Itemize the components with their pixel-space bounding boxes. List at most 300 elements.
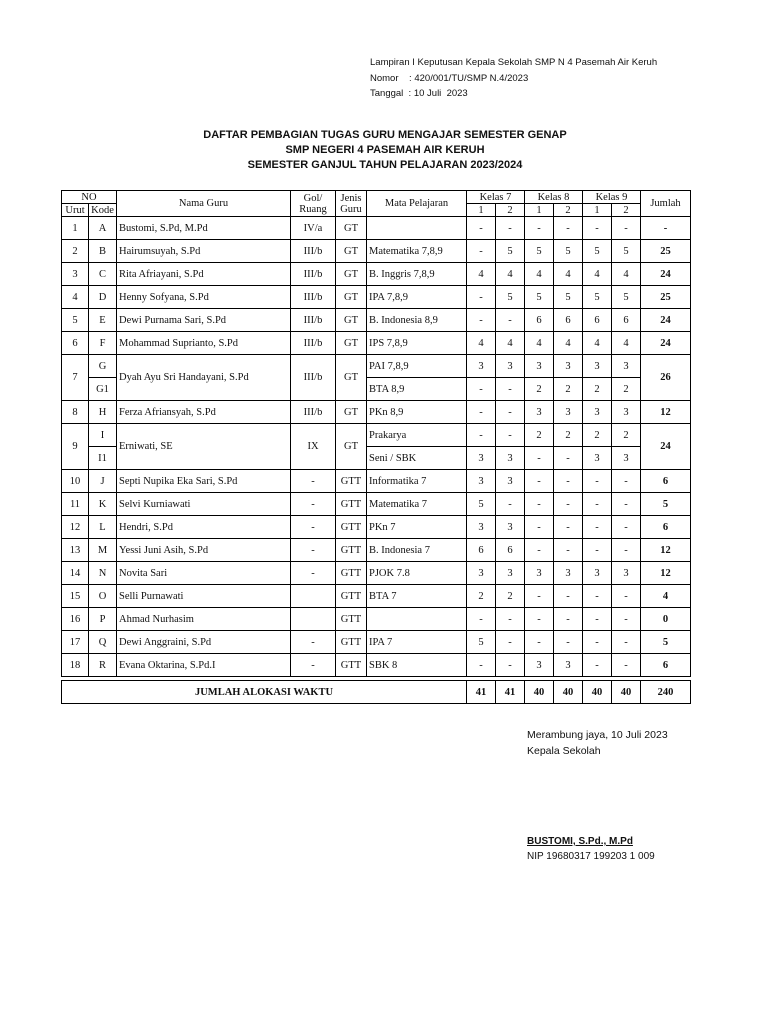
cell-urut: 7	[62, 355, 89, 401]
cell-mata-pelajaran: IPS 7,8,9	[367, 332, 467, 355]
table-row	[62, 562, 691, 585]
cell-hours: 2	[525, 424, 554, 447]
total-row	[62, 681, 691, 704]
table-row	[62, 309, 691, 332]
total-label: JUMLAH ALOKASI WAKTU	[62, 681, 467, 704]
header-class-9-2: 2	[612, 204, 641, 217]
cell-urut: 11	[62, 493, 89, 516]
cell-hours: 4	[583, 263, 612, 286]
cell-hours: 3	[467, 562, 496, 585]
cell-hours: -	[583, 654, 612, 677]
attachment-line: Lampiran I Keputusan Kepala Sekolah SMP N 4 Pasemah Air Keruh	[370, 57, 658, 68]
cell-gol-ruang	[291, 608, 336, 631]
cell-hours: 2	[467, 585, 496, 608]
total-hours: 40	[583, 681, 612, 704]
cell-mata-pelajaran: Informatika 7	[367, 470, 467, 493]
cell-kode: R	[89, 654, 117, 677]
cell-hours: -	[612, 539, 641, 562]
cell-hours: 5	[525, 286, 554, 309]
cell-hours: -	[583, 493, 612, 516]
cell-jumlah: 6	[641, 470, 691, 493]
cell-hours: -	[525, 516, 554, 539]
cell-gol-ruang: III/b	[291, 240, 336, 263]
cell-gol-ruang: -	[291, 631, 336, 654]
cell-urut: 8	[62, 401, 89, 424]
cell-kode: P	[89, 608, 117, 631]
document-title: DAFTAR PEMBAGIAN TUGAS GURU MENGAJAR SEMESTER GENAP	[203, 129, 567, 141]
cell-urut: 10	[62, 470, 89, 493]
cell-mata-pelajaran: Matematika 7,8,9	[367, 240, 467, 263]
header-mata-pelajaran: Mata Pelajaran	[367, 191, 467, 217]
total-hours: 41	[467, 681, 496, 704]
cell-hours: 3	[525, 562, 554, 585]
cell-hours: 5	[467, 493, 496, 516]
cell-kode: M	[89, 539, 117, 562]
cell-hours: 3	[467, 470, 496, 493]
cell-gol-ruang: -	[291, 516, 336, 539]
total-hours: 41	[496, 681, 525, 704]
cell-hours: 3	[525, 654, 554, 677]
cell-hours: -	[496, 608, 525, 631]
cell-hours: 3	[612, 562, 641, 585]
cell-hours: -	[554, 608, 583, 631]
cell-jumlah: 12	[641, 539, 691, 562]
cell-hours: 5	[554, 240, 583, 263]
table-row	[62, 424, 691, 447]
cell-hours: 4	[467, 263, 496, 286]
cell-hours: 4	[525, 263, 554, 286]
cell-urut: 6	[62, 332, 89, 355]
cell-hours: 4	[612, 332, 641, 355]
cell-jumlah: 0	[641, 608, 691, 631]
table-row	[62, 355, 691, 378]
table-row	[62, 539, 691, 562]
cell-kode: Q	[89, 631, 117, 654]
cell-jenis-guru: GT	[336, 355, 367, 401]
cell-urut: 4	[62, 286, 89, 309]
cell-hours: -	[583, 631, 612, 654]
cell-hours: 2	[583, 378, 612, 401]
total-hours: 40	[525, 681, 554, 704]
cell-hours: 6	[612, 309, 641, 332]
table-row	[62, 286, 691, 309]
cell-hours: 2	[612, 424, 641, 447]
header-jenis-guru: Jenis Guru	[336, 191, 367, 217]
cell-hours: 4	[554, 263, 583, 286]
cell-hours: 3	[612, 401, 641, 424]
header-class-8-1: 1	[525, 204, 554, 217]
cell-jumlah: 6	[641, 654, 691, 677]
table-row	[62, 493, 691, 516]
cell-jenis-guru: GTT	[336, 562, 367, 585]
cell-hours: -	[467, 608, 496, 631]
cell-hours: -	[554, 539, 583, 562]
cell-hours: -	[554, 447, 583, 470]
cell-mata-pelajaran: Matematika 7	[367, 493, 467, 516]
cell-hours: -	[554, 516, 583, 539]
table-row	[62, 263, 691, 286]
cell-hours: 6	[583, 309, 612, 332]
cell-nama-guru: Ahmad Nurhasim	[117, 608, 291, 631]
school-name: SMP NEGERI 4 PASEMAH AIR KERUH	[285, 144, 485, 156]
cell-hours: 6	[467, 539, 496, 562]
cell-hours: -	[612, 608, 641, 631]
cell-hours: -	[612, 217, 641, 240]
cell-hours: -	[583, 470, 612, 493]
cell-hours: 4	[583, 332, 612, 355]
cell-nama-guru: Henny Sofyana, S.Pd	[117, 286, 291, 309]
table-row	[62, 516, 691, 539]
cell-urut: 1	[62, 217, 89, 240]
cell-nama-guru: Selli Purnawati	[117, 585, 291, 608]
cell-hours: 2	[583, 424, 612, 447]
cell-mata-pelajaran	[367, 608, 467, 631]
cell-nama-guru: Rita Afriayani, S.Pd	[117, 263, 291, 286]
table-row	[62, 401, 691, 424]
cell-hours: 3	[525, 401, 554, 424]
cell-gol-ruang: III/b	[291, 309, 336, 332]
cell-jumlah: 25	[641, 286, 691, 309]
cell-kode: C	[89, 263, 117, 286]
teaching-assignment-table	[61, 190, 691, 704]
cell-hours: -	[467, 401, 496, 424]
cell-jenis-guru: GT	[336, 401, 367, 424]
cell-jenis-guru: GTT	[336, 470, 367, 493]
cell-hours: 3	[467, 355, 496, 378]
header-urut: Urut	[62, 204, 89, 217]
cell-nama-guru: Hendri, S.Pd	[117, 516, 291, 539]
cell-gol-ruang: -	[291, 654, 336, 677]
cell-gol-ruang: IV/a	[291, 217, 336, 240]
cell-nama-guru: Selvi Kurniawati	[117, 493, 291, 516]
cell-hours: -	[525, 447, 554, 470]
cell-jumlah: 24	[641, 332, 691, 355]
decree-date: Tanggal : 10 Juli 2023	[370, 88, 468, 99]
cell-urut: 16	[62, 608, 89, 631]
cell-hours: 3	[583, 401, 612, 424]
cell-mata-pelajaran: BTA 7	[367, 585, 467, 608]
cell-hours: 3	[496, 355, 525, 378]
cell-nama-guru: Mohammad Suprianto, S.Pd	[117, 332, 291, 355]
cell-jenis-guru: GT	[336, 240, 367, 263]
cell-urut: 15	[62, 585, 89, 608]
cell-gol-ruang: III/b	[291, 401, 336, 424]
cell-hours: -	[554, 470, 583, 493]
cell-hours: -	[467, 240, 496, 263]
table-row	[62, 585, 691, 608]
cell-hours: -	[583, 217, 612, 240]
cell-jenis-guru: GTT	[336, 631, 367, 654]
cell-hours: -	[525, 470, 554, 493]
cell-hours: -	[496, 401, 525, 424]
cell-gol-ruang: -	[291, 493, 336, 516]
cell-nama-guru: Yessi Juni Asih, S.Pd	[117, 539, 291, 562]
cell-urut: 18	[62, 654, 89, 677]
cell-hours: 6	[496, 539, 525, 562]
cell-hours: -	[583, 585, 612, 608]
cell-hours: -	[525, 631, 554, 654]
cell-kode: J	[89, 470, 117, 493]
header-kode: Kode	[89, 204, 117, 217]
cell-kode: I	[89, 424, 117, 447]
cell-hours: 2	[612, 378, 641, 401]
cell-gol-ruang: -	[291, 470, 336, 493]
cell-urut: 9	[62, 424, 89, 470]
cell-urut: 17	[62, 631, 89, 654]
cell-hours: 5	[612, 286, 641, 309]
cell-hours: -	[467, 654, 496, 677]
cell-hours: -	[612, 493, 641, 516]
cell-hours: -	[467, 309, 496, 332]
cell-mata-pelajaran: B. Inggris 7,8,9	[367, 263, 467, 286]
cell-mata-pelajaran: IPA 7,8,9	[367, 286, 467, 309]
document-heading	[60, 128, 710, 173]
cell-kode: F	[89, 332, 117, 355]
cell-hours: 5	[467, 631, 496, 654]
cell-hours: 2	[554, 424, 583, 447]
table-row	[62, 332, 691, 355]
cell-hours: -	[583, 516, 612, 539]
table-row	[62, 631, 691, 654]
cell-jumlah: 5	[641, 631, 691, 654]
cell-hours: 2	[554, 378, 583, 401]
cell-hours: 2	[525, 378, 554, 401]
cell-hours: -	[525, 217, 554, 240]
cell-hours: -	[554, 493, 583, 516]
cell-nama-guru: Ferza Afriansyah, S.Pd	[117, 401, 291, 424]
cell-urut: 3	[62, 263, 89, 286]
cell-jenis-guru: GT	[336, 286, 367, 309]
cell-hours: 5	[612, 240, 641, 263]
cell-hours: 4	[612, 263, 641, 286]
cell-jenis-guru: GTT	[336, 539, 367, 562]
cell-kode: D	[89, 286, 117, 309]
cell-mata-pelajaran: B. Indonesia 8,9	[367, 309, 467, 332]
cell-jumlah: 24	[641, 309, 691, 332]
cell-kode: H	[89, 401, 117, 424]
table-body	[62, 217, 691, 704]
cell-hours: 6	[525, 309, 554, 332]
cell-mata-pelajaran: PKn 8,9	[367, 401, 467, 424]
cell-urut: 12	[62, 516, 89, 539]
cell-mata-pelajaran: IPA 7	[367, 631, 467, 654]
signatory-name: BUSTOMI, S.Pd., M.Pd	[527, 836, 633, 847]
header-class-9-1: 1	[583, 204, 612, 217]
cell-urut: 5	[62, 309, 89, 332]
cell-hours: -	[496, 654, 525, 677]
cell-hours: -	[583, 608, 612, 631]
cell-hours: 3	[554, 654, 583, 677]
cell-hours: 5	[554, 286, 583, 309]
cell-mata-pelajaran: B. Indonesia 7	[367, 539, 467, 562]
cell-jumlah: 12	[641, 401, 691, 424]
cell-kode: K	[89, 493, 117, 516]
cell-jenis-guru: GTT	[336, 654, 367, 677]
cell-hours: -	[496, 424, 525, 447]
table-row	[62, 470, 691, 493]
cell-nama-guru: Dyah Ayu Sri Handayani, S.Pd	[117, 355, 291, 401]
cell-hours: -	[554, 217, 583, 240]
header-kelas-7: Kelas 7	[467, 191, 525, 204]
cell-kode: O	[89, 585, 117, 608]
cell-hours: 3	[554, 355, 583, 378]
academic-period: SEMESTER GANJUL TAHUN PELAJARAN 2023/2024	[247, 159, 523, 171]
cell-hours: 4	[525, 332, 554, 355]
cell-hours: 3	[612, 355, 641, 378]
cell-kode: G1	[89, 378, 117, 401]
cell-jenis-guru: GT	[336, 332, 367, 355]
cell-mata-pelajaran	[367, 217, 467, 240]
cell-jenis-guru: GT	[336, 217, 367, 240]
cell-hours: 3	[583, 355, 612, 378]
cell-nama-guru: Bustomi, S.Pd, M.Pd	[117, 217, 291, 240]
cell-hours: -	[612, 516, 641, 539]
cell-kode: A	[89, 217, 117, 240]
cell-hours: -	[496, 631, 525, 654]
cell-kode: I1	[89, 447, 117, 470]
cell-urut: 13	[62, 539, 89, 562]
cell-hours: 3	[583, 562, 612, 585]
cell-hours: 3	[554, 401, 583, 424]
cell-gol-ruang: III/b	[291, 355, 336, 401]
header-jumlah: Jumlah	[641, 191, 691, 217]
cell-hours: 3	[554, 562, 583, 585]
cell-hours: 5	[496, 240, 525, 263]
signature-role: Kepala Sekolah	[527, 744, 601, 757]
cell-hours: 3	[496, 562, 525, 585]
cell-hours: -	[467, 217, 496, 240]
header-class-7-1: 1	[467, 204, 496, 217]
cell-nama-guru: Dewi Purnama Sari, S.Pd	[117, 309, 291, 332]
cell-jenis-guru: GTT	[336, 493, 367, 516]
cell-kode: B	[89, 240, 117, 263]
cell-hours: 6	[554, 309, 583, 332]
cell-hours: -	[612, 585, 641, 608]
cell-hours: 5	[525, 240, 554, 263]
cell-mata-pelajaran: PKn 7	[367, 516, 467, 539]
cell-hours: 3	[525, 355, 554, 378]
total-jumlah: 240	[641, 681, 691, 704]
cell-mata-pelajaran: BTA 8,9	[367, 378, 467, 401]
cell-mata-pelajaran: Seni / SBK	[367, 447, 467, 470]
total-hours: 40	[612, 681, 641, 704]
cell-hours: -	[583, 539, 612, 562]
table-row	[62, 217, 691, 240]
cell-nama-guru: Evana Oktarina, S.Pd.I	[117, 654, 291, 677]
cell-hours: -	[612, 631, 641, 654]
cell-jumlah: 24	[641, 263, 691, 286]
signatory-nip: NIP 19680317 199203 1 009	[527, 851, 655, 862]
cell-hours: 3	[583, 447, 612, 470]
cell-jenis-guru: GTT	[336, 608, 367, 631]
cell-jenis-guru: GT	[336, 424, 367, 470]
header-kelas-8: Kelas 8	[525, 191, 583, 204]
cell-hours: -	[525, 539, 554, 562]
cell-hours: -	[554, 585, 583, 608]
cell-kode: E	[89, 309, 117, 332]
cell-hours: 3	[467, 516, 496, 539]
cell-gol-ruang: -	[291, 539, 336, 562]
cell-gol-ruang: IX	[291, 424, 336, 470]
cell-jumlah: 12	[641, 562, 691, 585]
cell-hours: 3	[467, 447, 496, 470]
cell-urut: 14	[62, 562, 89, 585]
cell-hours: -	[496, 493, 525, 516]
cell-hours: -	[496, 309, 525, 332]
cell-jumlah: 24	[641, 424, 691, 470]
table-row	[62, 654, 691, 677]
header-nama-guru: Nama Guru	[117, 191, 291, 217]
cell-jumlah: -	[641, 217, 691, 240]
cell-gol-ruang: -	[291, 562, 336, 585]
signature-block	[527, 728, 668, 759]
cell-mata-pelajaran: PAI 7,8,9	[367, 355, 467, 378]
cell-hours: -	[525, 608, 554, 631]
cell-hours: 4	[496, 263, 525, 286]
cell-hours: -	[467, 378, 496, 401]
cell-hours: 3	[496, 447, 525, 470]
cell-jenis-guru: GT	[336, 309, 367, 332]
cell-jumlah: 5	[641, 493, 691, 516]
cell-kode: L	[89, 516, 117, 539]
cell-gol-ruang	[291, 585, 336, 608]
cell-jumlah: 25	[641, 240, 691, 263]
cell-hours: 3	[612, 447, 641, 470]
cell-mata-pelajaran: Prakarya	[367, 424, 467, 447]
cell-nama-guru: Septi Nupika Eka Sari, S.Pd	[117, 470, 291, 493]
cell-hours: -	[467, 286, 496, 309]
cell-jenis-guru: GTT	[336, 516, 367, 539]
header-class-8-2: 2	[554, 204, 583, 217]
cell-urut: 2	[62, 240, 89, 263]
cell-hours: 4	[554, 332, 583, 355]
cell-hours: -	[496, 217, 525, 240]
cell-jenis-guru: GTT	[336, 585, 367, 608]
cell-hours: 4	[496, 332, 525, 355]
header-gol-ruang: Gol/ Ruang	[291, 191, 336, 217]
cell-jumlah: 4	[641, 585, 691, 608]
cell-hours: 5	[583, 286, 612, 309]
cell-hours: 3	[496, 516, 525, 539]
cell-mata-pelajaran: PJOK 7.8	[367, 562, 467, 585]
cell-hours: 5	[583, 240, 612, 263]
table-row	[62, 608, 691, 631]
cell-gol-ruang: III/b	[291, 263, 336, 286]
signature-place-date: Merambung jaya, 10 Juli 2023	[527, 729, 668, 741]
cell-jenis-guru: GT	[336, 263, 367, 286]
attachment-block	[370, 55, 657, 102]
cell-hours: -	[525, 585, 554, 608]
cell-hours: 5	[496, 286, 525, 309]
cell-jumlah: 6	[641, 516, 691, 539]
cell-hours: 4	[467, 332, 496, 355]
cell-hours: 3	[496, 470, 525, 493]
cell-nama-guru: Hairumsuyah, S.Pd	[117, 240, 291, 263]
header-class-7-2: 2	[496, 204, 525, 217]
table-row	[62, 240, 691, 263]
total-hours: 40	[554, 681, 583, 704]
cell-nama-guru: Erniwati, SE	[117, 424, 291, 470]
cell-mata-pelajaran: SBK 8	[367, 654, 467, 677]
cell-hours: -	[612, 654, 641, 677]
cell-nama-guru: Dewi Anggraini, S.Pd	[117, 631, 291, 654]
cell-gol-ruang: III/b	[291, 332, 336, 355]
cell-nama-guru: Novita Sari	[117, 562, 291, 585]
cell-kode: N	[89, 562, 117, 585]
cell-jumlah: 26	[641, 355, 691, 401]
cell-hours: -	[525, 493, 554, 516]
cell-kode: G	[89, 355, 117, 378]
